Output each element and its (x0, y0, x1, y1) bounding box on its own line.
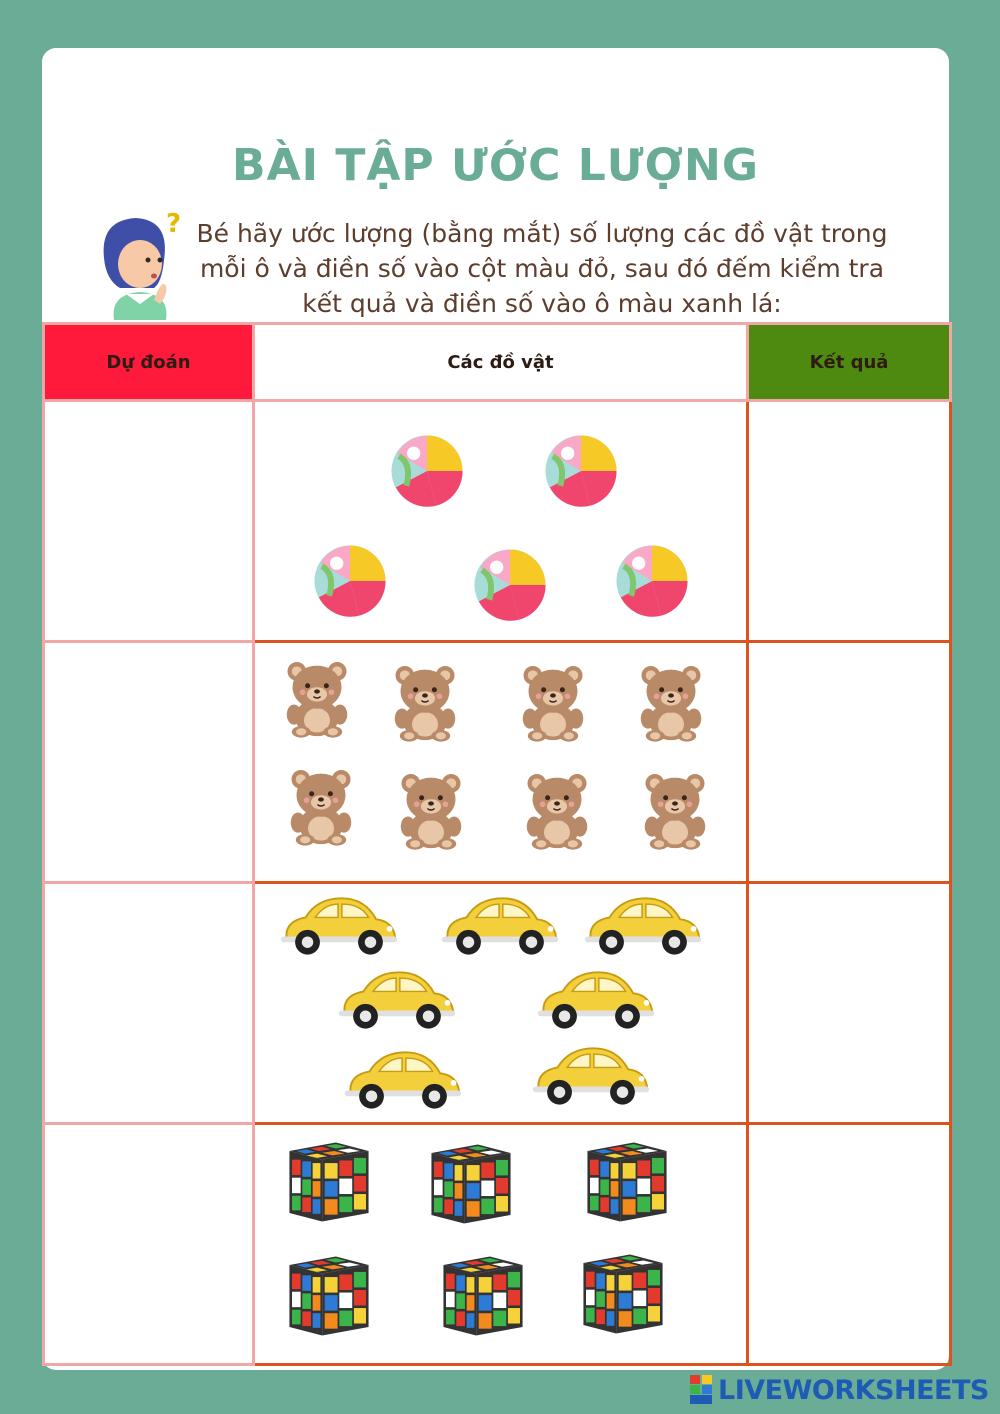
yellow-car-icon (534, 966, 658, 1034)
result-header: Kết quả (748, 324, 951, 401)
rubik-cube-icon (575, 1251, 671, 1337)
prediction-header: Dự đoán (44, 324, 254, 401)
yellow-car-icon (335, 966, 459, 1034)
teddy-bear-icon (395, 765, 467, 855)
table-row (44, 401, 951, 642)
prediction-cell[interactable] (44, 1124, 254, 1365)
items-header: Các đồ vật (254, 324, 748, 401)
svg-text:?: ? (166, 209, 182, 239)
beach-ball-icon (473, 548, 547, 622)
yellow-car-icon (581, 892, 705, 960)
prediction-cell[interactable] (44, 883, 254, 1124)
result-cell[interactable] (748, 642, 951, 883)
liveworksheets-logo-text: LIVEWORKSHEETS (718, 1374, 989, 1406)
rubik-cube-icon (281, 1139, 377, 1225)
teddy-bear-icon (639, 765, 711, 855)
table-row (44, 642, 951, 883)
beach-ball-icon (390, 434, 464, 508)
result-cell[interactable] (748, 883, 951, 1124)
beach-ball-icon (615, 544, 689, 618)
items-cell-cubes (254, 1124, 748, 1365)
instruction-text: Bé hãy ước lượng (bằng mắt) số lượng các đồ vật trong mỗi ô và điền số vào cột màu đỏ, sau đó đếm kiểm tra kết quả và điền số vào ô màu xanh lá: (196, 219, 888, 318)
rubik-cube-icon (579, 1139, 675, 1225)
prediction-cell[interactable] (44, 401, 254, 642)
teddy-bear-icon (389, 657, 461, 747)
result-cell[interactable] (748, 401, 951, 642)
items-cell-bears (254, 642, 748, 883)
teddy-bear-icon (281, 653, 353, 743)
items-cell-cars (254, 883, 748, 1124)
beach-ball-icon (544, 434, 618, 508)
yellow-car-icon (277, 892, 401, 960)
liveworksheets-logo-icon (690, 1375, 712, 1405)
estimation-table (42, 322, 952, 1366)
rubik-cube-icon (435, 1253, 531, 1339)
result-cell[interactable] (748, 1124, 951, 1365)
teddy-bear-icon (635, 657, 707, 747)
rubik-cube-icon (281, 1253, 377, 1339)
beach-ball-icon (313, 544, 387, 618)
prediction-cell[interactable] (44, 642, 254, 883)
yellow-car-icon (529, 1042, 653, 1110)
liveworksheets-logo (690, 1374, 989, 1406)
teddy-bear-icon (517, 657, 589, 747)
yellow-car-icon (438, 892, 562, 960)
table-row (44, 883, 951, 1124)
yellow-car-icon (341, 1046, 465, 1114)
teddy-bear-icon (285, 761, 357, 851)
thinking-girl-icon (96, 208, 188, 326)
items-cell-balls (254, 401, 748, 642)
table-row (44, 1124, 951, 1365)
rubik-cube-icon (423, 1141, 519, 1227)
teddy-bear-icon (521, 765, 593, 855)
worksheet-title: BÀI TẬP ƯỚC LƯỢNG (232, 140, 759, 191)
